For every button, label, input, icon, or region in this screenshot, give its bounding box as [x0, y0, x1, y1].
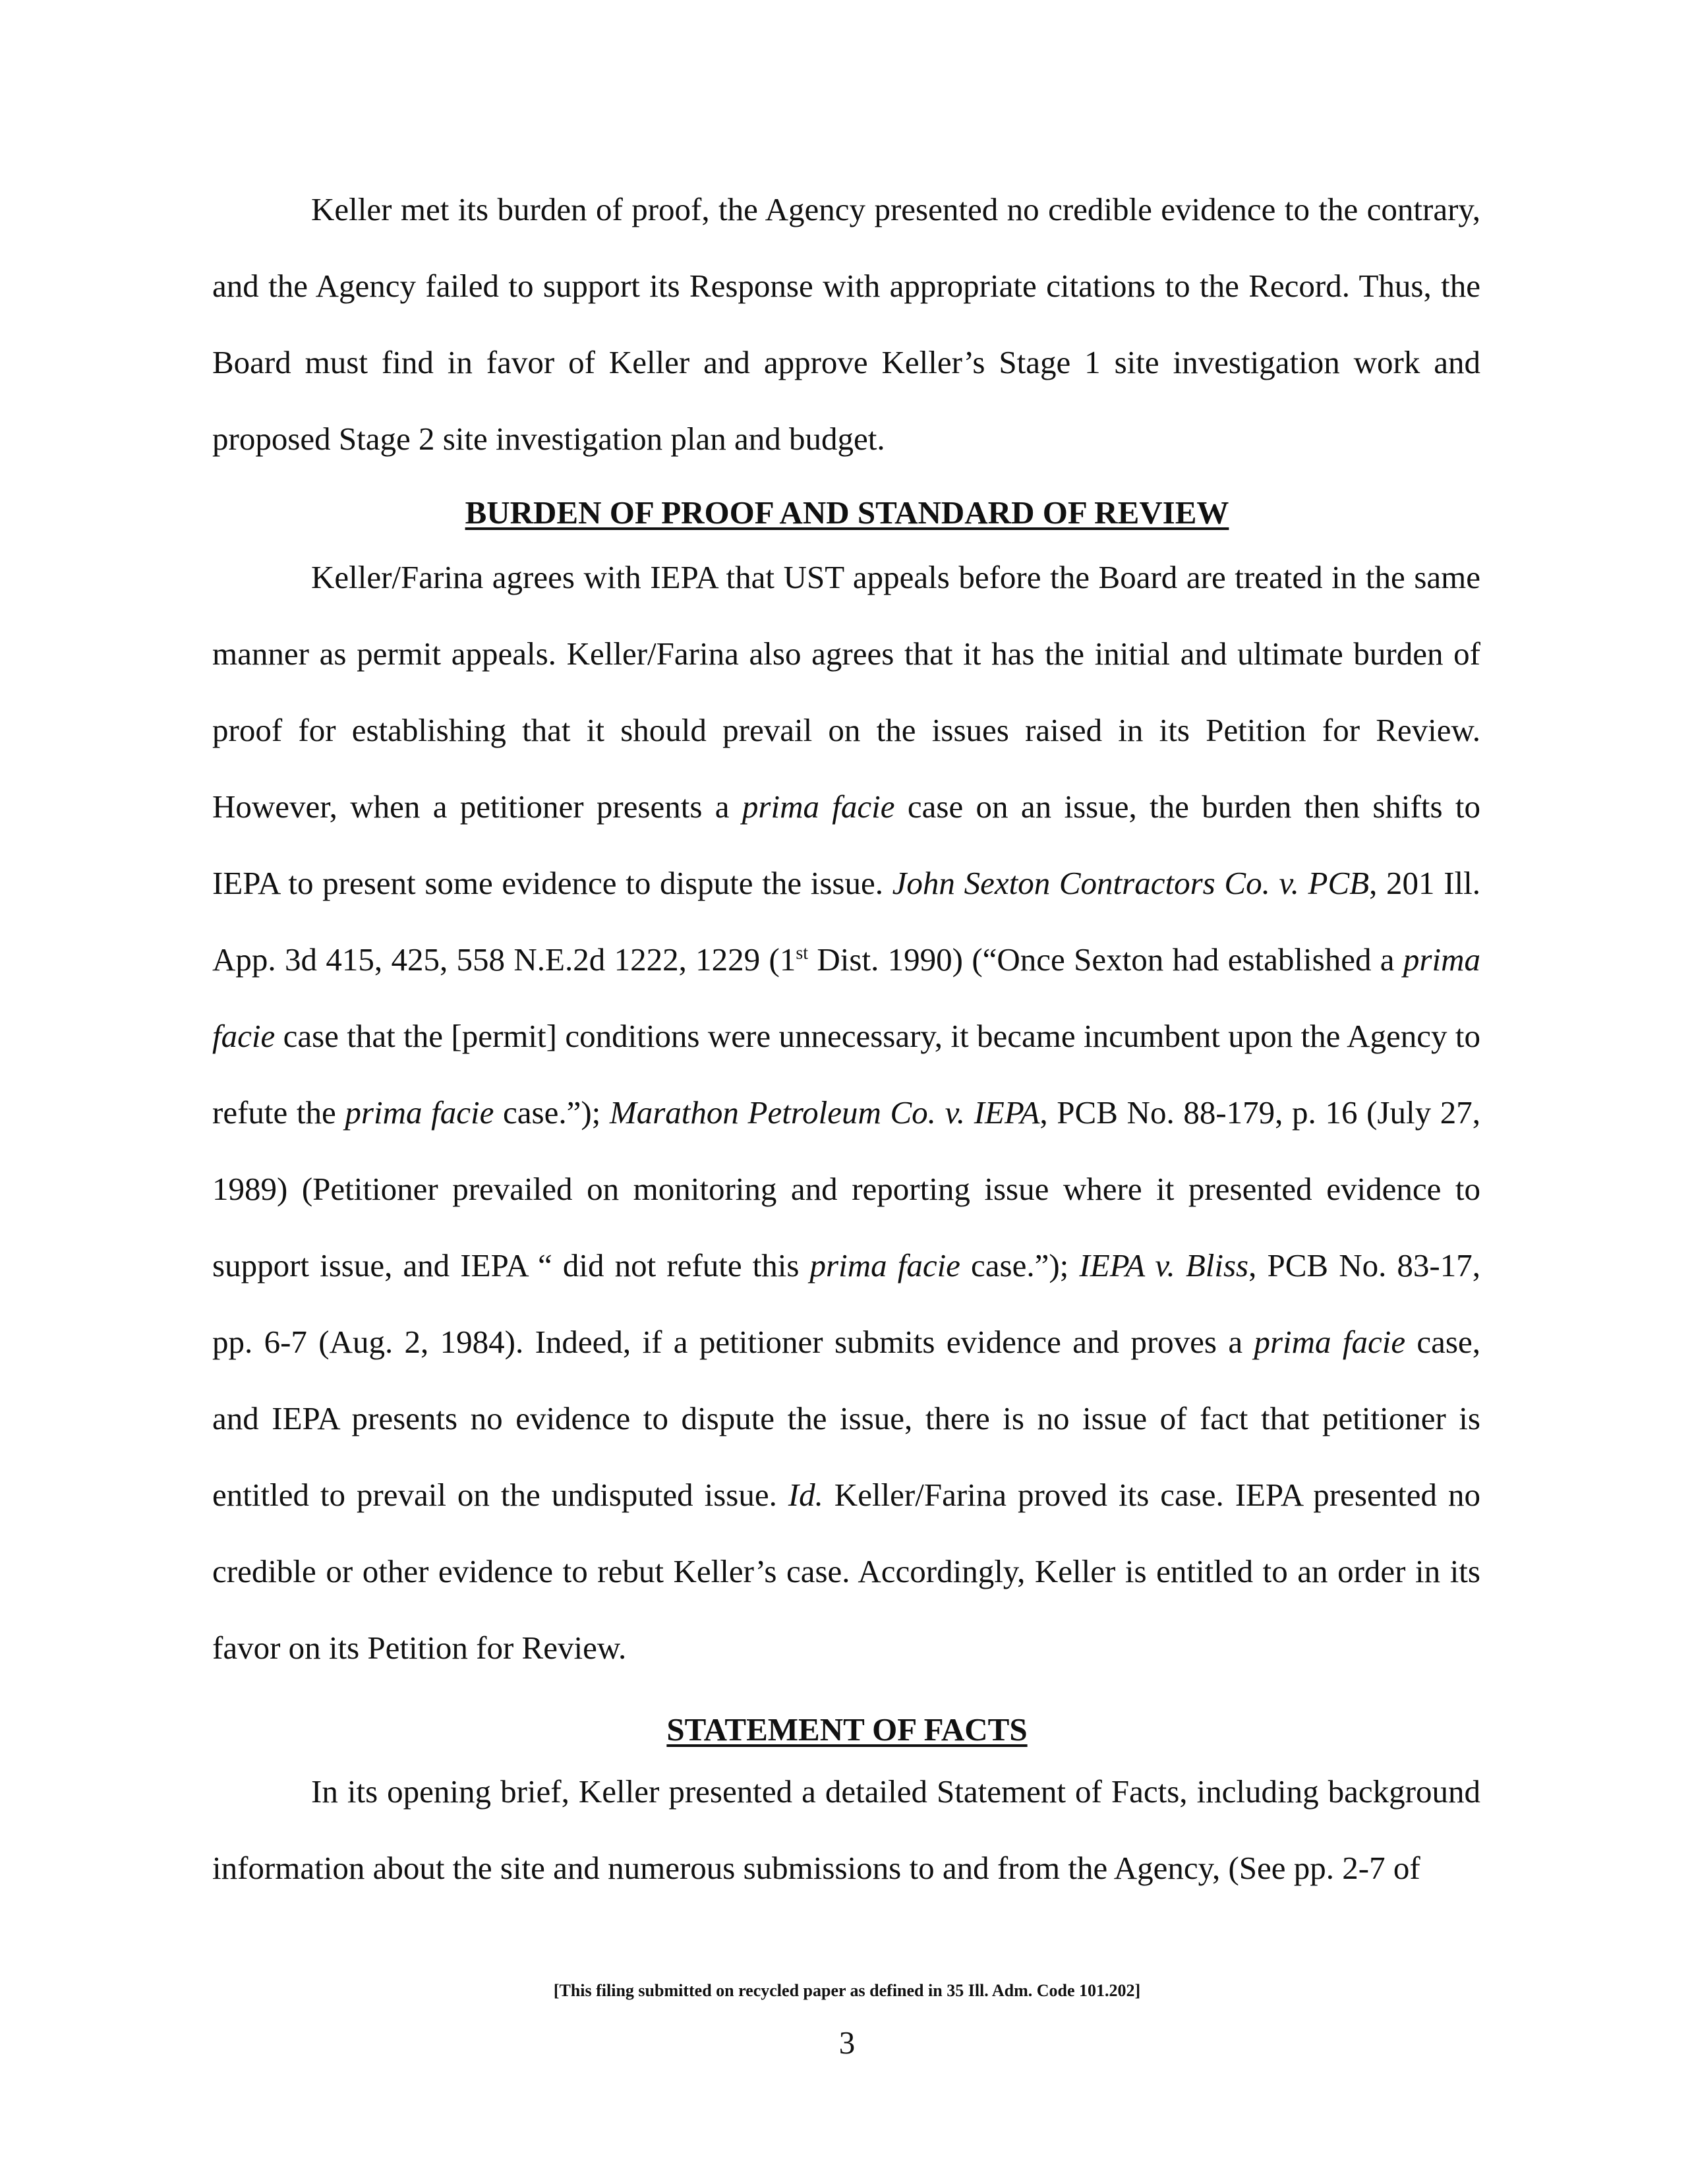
heading-burden-of-proof: BURDEN OF PROOF AND STANDARD OF REVIEW	[465, 494, 1229, 531]
paragraph-conclusion: Keller met its burden of proof, the Agency presented no credible evidence to the contrary, and the Agency failed to support its Response with appropriate citations to the Record. Thus, the Board must find in favor of Keller and approve Keller’s Stage 1 site investigation work and proposed Stage 2 site investigation plan and budget.	[212, 191, 1480, 457]
case-term: prima facie	[742, 788, 895, 825]
case-term: prima facie	[809, 1247, 960, 1284]
paragraph-burden-of-proof: Keller/Farina agrees with IEPA that UST appeals before the Board are treated in the same manner as permit appeals. Keller/Farina also agrees that it has the initial and ultimate burden of proof for establishing that it should prevail on the issues raised in its Petition for Review. However, when a petitioner presents a prima facie case on an issue, the burden then shifts to IEPA to present some evidence to dispute the issue. John Sexton Contractors Co. v. PCB, 201 Ill. App. 3d 415, 425, 558 N.E.2d 1222, 1229 (1st Dist. 1990) (“Once Sexton had established a prima facie case that the [permit] conditions were unnecessary, it became incumbent upon the Agency to refute the prima facie case.”); Marathon Petroleum Co. v. IEPA, PCB No. 88-179, p. 16 (July 27, 1989) (Petitioner prevailed on monitoring and reporting issue where it presented evidence to support issue, and IEPA “ did not refute this prima facie case.”); IEPA v. Bliss, PCB No. 83-17, pp. 6-7 (Aug. 2, 1984). Indeed, if a petitioner submits evidence and proves a prima facie case, and IEPA presents no evidence to dispute the issue, there is no issue of fact that petitioner is entitled to prevail on the undisputed issue. Id. Keller/Farina proved its case. IEPA presented no credible or other evidence to rebut Keller’s case. Accordingly, Keller is entitled to an order in its favor on its Petition for Review.	[212, 559, 1480, 1666]
case-citation: Marathon Petroleum Co. v. IEPA	[609, 1094, 1040, 1131]
case-term: prima facie	[1254, 1324, 1406, 1360]
case-term: prima facie	[345, 1094, 494, 1131]
case-citation: John Sexton Contractors Co. v. PCB	[892, 865, 1370, 901]
paragraph-statement-of-facts: In its opening brief, Keller presented a detailed Statement of Facts, including background information about the site and numerous submissions to and from the Agency, (See pp. 2-7 of	[212, 1773, 1480, 1886]
case-citation: IEPA v. Bliss	[1079, 1247, 1249, 1284]
case-term: prima facie	[212, 941, 1480, 1054]
page-number: 3	[838, 2024, 856, 2061]
case-citation: Id.	[788, 1477, 823, 1513]
heading-statement-of-facts: STATEMENT OF FACTS	[666, 1711, 1028, 1748]
recycled-paper-footer: [This filing submitted on recycled paper as defined in 35 Ill. Adm. Code 101.202]	[553, 1981, 1141, 2000]
